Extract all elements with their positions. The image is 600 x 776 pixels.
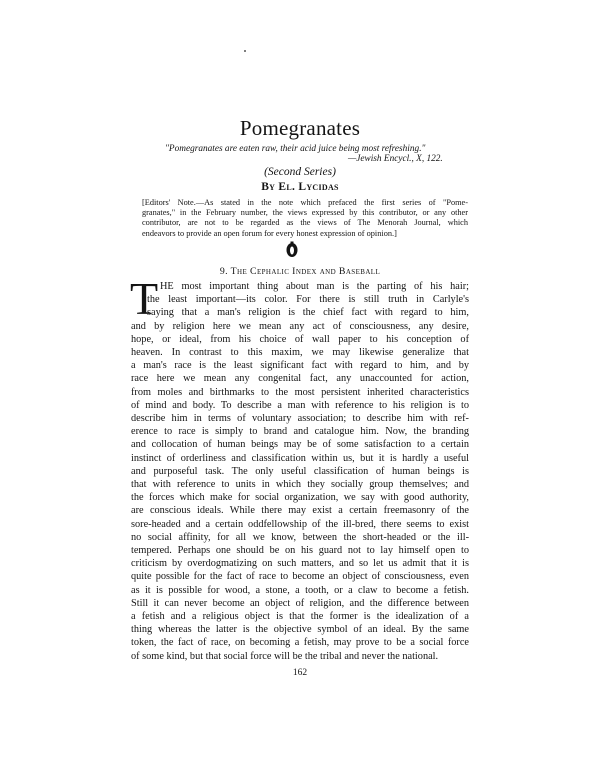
page-number: 162 (292, 668, 308, 678)
body-line: and purposeful task. The only useful classification of human beings is (131, 465, 469, 477)
body-line: thing whereas the latter is the objective symbol of an ideal. By the same (131, 624, 469, 636)
body-line: of mind and body. To describe a man with reference to his religion is to (131, 399, 469, 411)
section-heading: 9. The Cephalic Index and Baseball (219, 266, 381, 277)
fleuron-ornament-icon (284, 241, 300, 258)
body-line: criticism by overdogmatizing on such matters, and so let us admit that it is (131, 558, 469, 570)
drop-cap: T (130, 273, 159, 324)
body-line: and by religion here we mean any act of consciousness, any desire, (131, 320, 469, 332)
stray-mark (244, 50, 246, 52)
body-line: instinct of orderliness and classification within us, but it is hardly a useful (131, 452, 469, 464)
body-line: tempered. Perhaps one should be on his guard not to lay himself open to (131, 545, 469, 557)
body-line: token, the fact of race, on becoming a fetish, may prove to be a social force (131, 637, 469, 649)
body-line: of some kind, but that social force will be the tribal and never the national. (131, 650, 439, 662)
article-title: Pomegranates (239, 116, 361, 140)
article-body (131, 280, 469, 663)
body-line: saying that a man's religion is the chief fact with regard to him, (147, 307, 469, 319)
body-line: and collocation of human beings may be of some satisfaction to a certain (131, 439, 469, 451)
body-line: that with reference to units in which they socially group themselves; and (131, 479, 469, 491)
editors-note-line: [Editors' Note.—As stated in the note which prefaced the first series of "Pome- (142, 198, 468, 207)
body-line: a fetish and a religious object is that the former is the idealization of a (131, 611, 469, 623)
body-line: HE most important thing about man is the parting of his hair; (160, 281, 469, 292)
editors-note-line: endeavors to provide an open forum for every honest expression of opinion.] (142, 228, 397, 238)
body-line: describe him in terms of voluntary association; to describe him with ref- (131, 413, 469, 425)
editors-note-line: contributor, are not to be regarded as the views of The Menorah Journal, which (142, 218, 468, 228)
body-line: a man's race is the least significant fact with regard to him, and by (131, 360, 469, 372)
body-line: quite possible for the fact of race to become an object of consciousness, even (131, 571, 469, 583)
byline: By El. Lycidas (261, 181, 339, 193)
body-line: no social affinity, for all we know, between the short-headed or the ill- (131, 531, 469, 543)
body-line: as it is possible for wood, a stone, a tooth, or a claw to become a fetish. (131, 584, 469, 596)
series-label: (Second Series) (264, 166, 336, 178)
body-line: the forces which make for social organization, we say with good authority, (131, 492, 469, 504)
editors-note (142, 198, 468, 239)
epigraph-quote: "Pomegranates are eaten raw, their acid juice being most refreshing." (165, 144, 426, 154)
body-line: from moles and birthmarks to the most persistent inherited characteristics (131, 386, 469, 398)
body-line: the least important—its color. For there is still truth in Carlyle's (147, 294, 469, 306)
body-line: are conscious ideals. While there may exist a certain freemasonry of the (131, 505, 469, 517)
body-line: Still it can never become an object of religion, and the difference between (131, 597, 469, 609)
body-line: heaven. In contrast to this maxim, we may likewise generalize that (131, 347, 469, 359)
body-line: sore-headed and a certain oddfellowship of the ill-bred, there seems to exist (131, 518, 469, 530)
body-line: hope, or ideal, from his choice of wall paper to his conception of (131, 333, 469, 345)
body-line: race here we mean any congenital fact, any unaccounted for action, (131, 373, 469, 385)
body-line: erence to race is simply to brand and catalogue him. Now, the branding (131, 426, 469, 438)
epigraph-source: —Jewish Encycl., X, 122. (348, 154, 443, 164)
editors-note-line: granates," in the February number, the views expressed by this contributor, or any other (142, 208, 468, 218)
